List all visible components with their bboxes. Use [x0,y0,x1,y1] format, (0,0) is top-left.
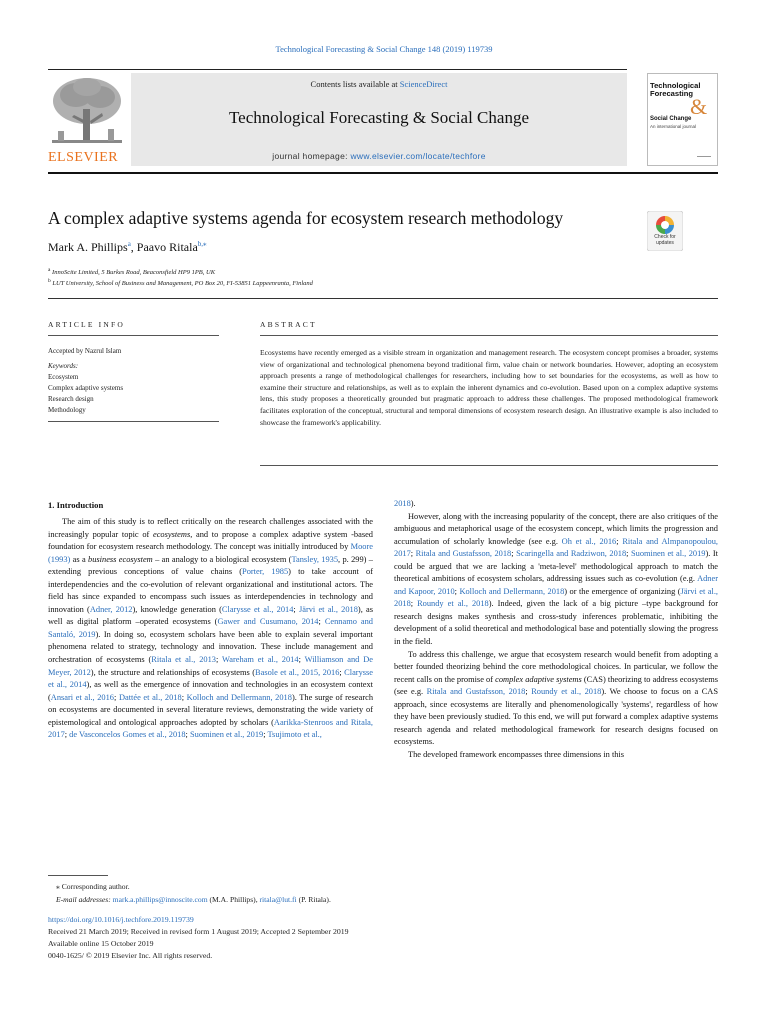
affiliation-a-mark: a [48,267,51,273]
author-phillips[interactable]: Mark A. Phillips [48,240,128,254]
citation-link[interactable]: Ritala and Gustafsson, 2018 [415,549,512,559]
received-dates: Received 21 March 2019; Received in revised form 1 August 2019; Accepted 2 September 2019 [48,927,349,936]
corresponding-text: Corresponding author. [59,882,130,891]
citation-link[interactable]: Ritala and Gustafsson, 2018 [426,687,526,697]
citation-link[interactable]: Oh et al., 2016 [561,536,617,546]
citation-link[interactable]: Roundy et al., 2018 [417,599,489,609]
header-rule-top [48,69,627,70]
keyword-item: Ecosystem [48,373,79,381]
citation-link[interactable]: Williamson and De Meyer, 2012 [48,655,373,677]
corresponding-author-mark[interactable]: ⁎ [203,240,207,248]
section-rule [48,298,718,299]
author-separator: , [130,240,137,254]
author1-affil-mark[interactable]: a [127,240,131,248]
introduction-heading: 1. Introduction [48,500,104,510]
abstract-rule [260,335,718,336]
citation-link[interactable]: Ritala et al., 2013 [151,655,216,665]
contents-prefix: Contents lists available at [310,79,400,89]
citation-link[interactable]: Basole et al., 2015, 2016 [255,667,340,677]
cover-mark [697,156,711,157]
article-info-rule [48,335,219,336]
citation-link[interactable]: Järvi et al., 2018 [298,604,358,614]
body-column-left [48,516,373,742]
elsevier-wordmark: ELSEVIER [48,150,119,165]
intro-paragraph-continued: 2018). [394,499,416,508]
check-for-updates-label[interactable]: Check for updates [654,234,676,246]
citation-link[interactable]: Clarysse et al., 2014 [221,604,294,614]
sciencedirect-link[interactable]: ScienceDirect [399,79,448,89]
citation-link[interactable]: Kolloch and Dellermann, 2018 [459,586,565,596]
cover-tagline: An international journal [650,124,697,129]
citation-link[interactable]: Scaringella and Radziwon, 2018 [516,549,627,559]
keyword-item: Research design [48,395,94,403]
email-link-ritala[interactable]: ritala@lut.fi [259,895,297,904]
citation-link[interactable]: de Vasconcelos Gomes et al., 2018 [69,730,186,740]
abstract-rule-bottom [260,465,718,466]
header-rule-bottom [48,172,718,174]
email2-owner: (P. Ritala). [296,895,331,904]
citation-link[interactable]: Clarysse et al., 2014 [48,667,373,690]
citation-link[interactable]: Kolloch and Dellermann, 2018 [186,692,292,702]
homepage-prefix: journal homepage: [272,151,351,161]
citation-link[interactable]: Aarikka-Stenroos and Ritala, 2017 [48,717,373,740]
author-ritala[interactable]: Paavo Ritala [136,240,198,254]
citation-link[interactable]: Moore (1993) [48,542,373,564]
homepage-link[interactable]: www.elsevier.com/locate/techfore [350,151,486,161]
footnote-rule [48,875,108,876]
citation-link[interactable]: Ansari et al., 2016 [50,692,114,702]
author-list [48,240,207,255]
cover-ampersand-icon [686,95,714,117]
keyword-item: Complex adaptive systems [48,384,124,392]
copyright-line: 0040-1625/ © 2019 Elsevier Inc. All rights reserved. [48,951,213,960]
contents-line [131,79,627,89]
affiliation-b-mark: b [48,278,51,284]
citation-link[interactable]: Ritala and Almpanopoulou, 2017 [394,536,718,559]
keyword-item: Methodology [48,406,86,414]
corresponding-star: ⁎ [56,882,60,891]
citation-link[interactable]: Tansley, 1935 [291,554,339,564]
citation-link[interactable]: Dattée et al., 2018 [118,692,182,702]
svg-text:&: & [690,95,708,117]
email-link-phillips[interactable]: mark.a.phillips@innoscite.com [112,895,208,904]
journal-title: Technological Forecasting & Social Change [228,108,529,127]
cover-title-line2: Forecasting [650,89,694,99]
article-info-rule-bottom [48,421,219,422]
citation-link[interactable]: 2018 [394,499,411,508]
article-title: A complex adaptive systems agenda for ecosystem research methodology [48,208,564,228]
accepted-by: Accepted by Nazrul Islam [48,347,122,355]
intro-paragraph-2: However, along with the increasing popularity of the concept, there are also critiques of the ambiguous and metaphorical usage of the ecosystem concept, which limits the progression and accumulation of scholarly knowledge (see e.g. Oh et al., 2016; Ritala and Almpanopoulou, 2017; Ritala and Gustafsson, 2018; Scaringella and Radziwon, 2018; Suominen et al., 2019). It could be argued that we are lacking a 'meta-level' methodological approach to match the theoretical ambitions of ecosystem scholars, addressing issues such as co-evolution (e.g. Adner and Kapoor, 2010; Kolloch and Dellermann, 2018) or the emergence of organizing (Järvi et al., 2018; Roundy et al., 2018). Indeed, given the lack of a big picture –type background for research designs makes synthesis and cross-study inferences problematic, inhibiting the development of a solid theoretical and methodological base and potentially slowing the progress in the field. [394,511,719,647]
body-column-right [394,498,718,761]
citation-link[interactable]: Roundy et al., 2018 [531,687,602,697]
intro-paragraph-4: The developed framework encompasses three dimensions in this [408,749,625,759]
cover-title-line1: Technological [650,81,701,90]
journal-homepage [131,151,627,161]
citation-link[interactable]: Gawer and Cusumano, 2014 [217,617,319,627]
doi-anchor[interactable]: https://doi.org/10.1016/j.techfore.2019.119739 [48,915,194,924]
corresponding-author-note [56,882,130,891]
citation-link[interactable]: Adner and Kapoor, 2010 [394,574,718,596]
citation-link[interactable]: Wareham et al., 2014 [222,655,299,665]
email1-owner: (M.A. Phillips), [207,895,260,904]
citation-link[interactable]: Porter, 1985 [242,567,289,577]
affiliation-b [48,278,313,287]
cover-title-line3: Social Change [650,116,692,122]
citation-link[interactable]: Suominen et al., 2019 [189,730,264,740]
doi-link[interactable] [48,915,194,924]
citation-link[interactable]: Tsujimoto et al., [267,730,322,740]
available-online: Available online 15 October 2019 [48,939,154,948]
affiliation-b-text: LUT University, School of Business and Management, PO Box 20, FI-53851 Lappeenranta, Finland [52,280,313,288]
abstract-heading: ABSTRACT [260,320,317,329]
article-info-heading: ARTICLE INFO [48,320,125,329]
affiliation-a [48,267,215,276]
email-addresses-note [56,895,331,904]
citation-link[interactable]: Adner, 2012 [89,604,133,614]
intro-paragraph-3: To address this challenge, we argue that ecosystem research would benefit from adopting a better founded theorizing behind the core methodological choices. In particular, we follow the recent calls on the promise of complex adaptive systems (CAS) theorizing to address ecosystems (see e.g. Ritala and Gustafsson, 2018; Roundy et al., 2018). We choose to focus on a CAS approach, since ecosystems are literally and phenomenologically 'systems', regardless of how they have been previously studied. To this end, we will put forward a complex adaptive systems research agenda and related methodological framework for research designs focused on ecosystems. [394,649,718,747]
email-label: E-mail addresses: [56,895,113,904]
keywords-label: Keywords: [48,362,79,370]
citation-link[interactable]: Cennamo and Santaló, 2019 [48,617,373,639]
intro-paragraph-1: The aim of this study is to reflect critically on the research challenges associated with the increasingly popular topic of ecosystems, and to propose a complex adaptive system -based foundation for ecosystem research methodology. The concept was initially introduced by Moore (1993) as a business ecosystem – an analogy to a biological ecosystem (Tansley, 1935, p. 299) – extending previous conceptions of value chains (Porter, 1985) to take account of interdependencies and the co-evolution of relevant organizational and institutional actors. The field has since expanded to encompass such issues as interdependencies in technology and innovation (Adner, 2012), knowledge generation (Clarysse et al., 2014; Järvi et al., 2018), as well as digital platform –operated ecosystems (Gawer and Cusumano, 2014; Cennamo and Santaló, 2019). In doing so, ecosystem scholars have been able to explain several important phenomena related to strategy, technology and innovation. These include management and orchestration of ecosystems (Ritala et al., 2013; Wareham et al., 2014; Williamson and De Meyer, 2012), the structure and relationships of ecosystems (Basole et al., 2015, 2016; Clarysse et al., 2014), as well as the emergence of innovation and technologies in an ecosystem context (Ansari et al., 2016; Dattée et al., 2018; Kolloch and Dellermann, 2018). The surge of research on ecosystems are documented in several literature reviews, demonstrating the wide variety of epistemological and ontological approaches adopted by scholars (Aarikka-Stenroos and Ritala, 2017; de Vasconcelos Gomes et al., 2018; Suominen et al., 2019; Tsujimoto et al., [48,517,374,740]
author2-affil-mark[interactable]: b, [197,240,204,248]
journal-reference[interactable]: Technological Forecasting & Social Change 148 (2019) 119739 [275,44,493,54]
citation-link[interactable]: Järvi et al., 2018 [394,586,719,609]
affiliation-a-text: InnoScite Limited, 5 Burkes Road, Beaconsfield HP9 1PB, UK [52,269,216,277]
abstract-text: Ecosystems have recently emerged as a visible stream in organization and management research. The ecosystem concept promises a broader, systems view of organizational and technological phenomena beyond traditional firm, value chain or network boundaries. However, adopting an ecosystem approach presents a range of methodological challenges for researchers, including how to set boundaries for the ecosystems, as well as how to examine their structure and relationships, as well as to explain the inherent dynamics and co-evolution. Based upon on a complex adaptive systems lens, this study proposes a theoretically grounded but pragmatic approach to address these challenges. The proposed methodological framework facilitates exploration of the conceptual, structural and temporal dimensions of ecosystem research design. An illustrative example is also included to showcase the framework's applicability. [260,348,718,427]
citation-link[interactable]: Suominen et al., 2019 [630,549,706,559]
